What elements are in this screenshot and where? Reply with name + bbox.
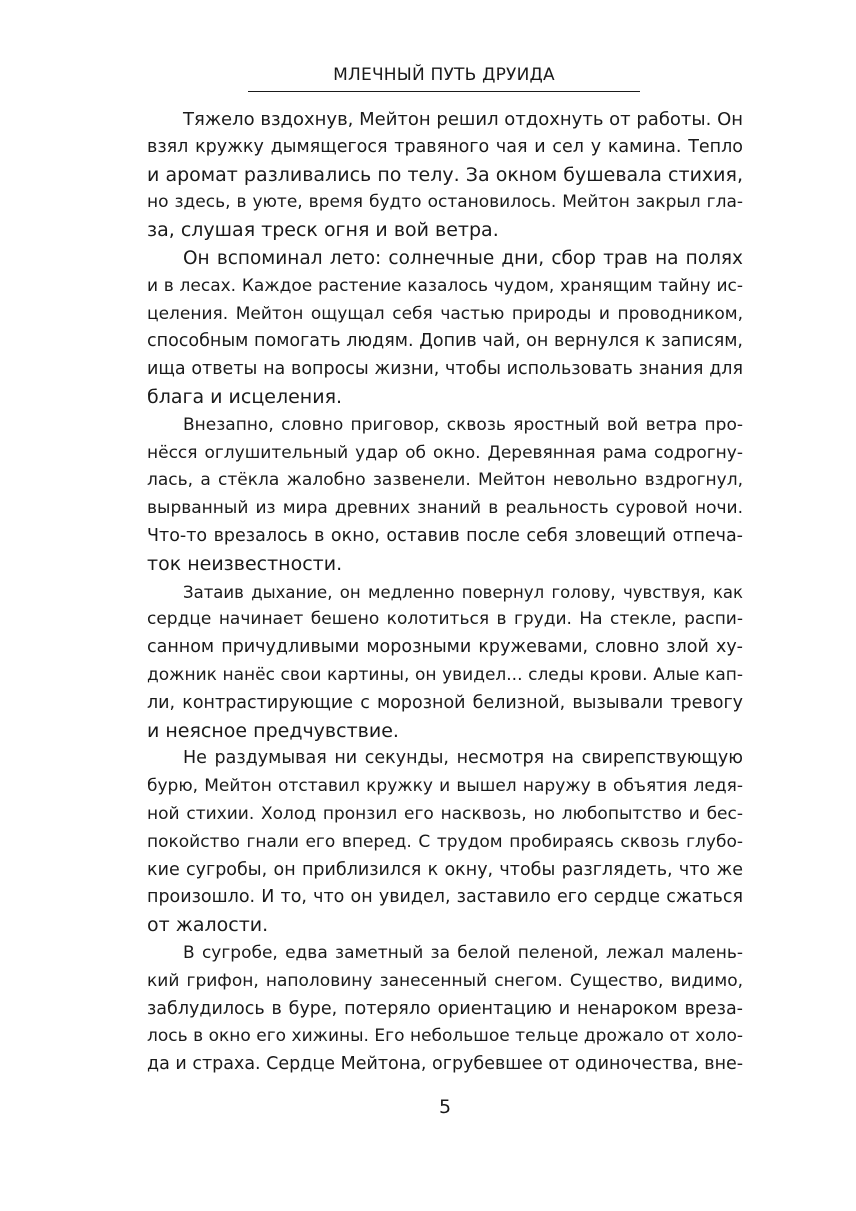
body-text xyxy=(147,106,743,1079)
text-line: от жалости. xyxy=(147,914,269,937)
text-line: ной стихии. Холод пронзил его насквозь, но любопытство и бес- xyxy=(147,803,743,824)
paragraph xyxy=(147,245,743,412)
text-line: но здесь, в уюте, время будто остановилось. Мейтон закрыл гла- xyxy=(147,192,743,213)
text-line: заблудилось в буре, потеряло ориентацию и ненароком вреза- xyxy=(147,998,743,1019)
text-line: целения. Мейтон ощущал себя частью природы и проводником, xyxy=(147,303,743,324)
page-number: 5 xyxy=(438,1096,452,1118)
text-line: ток неизвестности. xyxy=(147,552,343,575)
text-line: санном причудливыми морозными кружевами, словно злой ху- xyxy=(147,637,743,658)
text-line: Затаив дыхание, он медленно повернул голову, чувствуя, как xyxy=(183,582,743,602)
text-line: и в лесах. Каждое растение казалось чудом, хранящим тайну ис- xyxy=(147,275,743,296)
text-line: взял кружку дымящегося травяного чая и сел у камина. Тепло xyxy=(147,136,743,157)
text-line: В сугробе, едва заметный за белой пеленой, лежал малень- xyxy=(183,942,743,963)
paragraph xyxy=(147,940,743,1079)
text-line: покойство гнали его вперед. С трудом пробираясь сквозь глубо- xyxy=(147,831,743,852)
text-line: Что-то врезалось в окно, оставив после себя зловещий отпеча- xyxy=(147,525,743,546)
text-line: да и страха. Сердце Мейтона, огрубевшее от одиночества, вне- xyxy=(147,1054,743,1075)
text-line: бурю, Мейтон отставил кружку и вышел наружу в объятия ледя- xyxy=(147,776,743,797)
text-line: лось в окно его хижины. Его небольшое тельце дрожало от холо- xyxy=(147,1026,743,1047)
text-line: за, слушая треск огня и вой ветра. xyxy=(147,219,499,242)
text-line: вырванный из мира древних знаний в реальность суровой ночи. xyxy=(147,498,743,519)
paragraph xyxy=(147,745,743,940)
text-line: ли, контрастирующие с морозной белизной, вызывали тревогу xyxy=(147,692,743,713)
text-line: нёсся оглушительный удар об окно. Деревянная рама содрогну- xyxy=(147,442,743,463)
text-line: сердце начинает бешено колотиться в груди. На стекле, распи- xyxy=(147,609,743,630)
text-line: лась, а стёкла жалобно зазвенели. Мейтон невольно вздрогнул, xyxy=(147,470,743,491)
text-line: и аромат разливались по телу. За окном бушевала стихия, xyxy=(147,163,743,186)
paragraph xyxy=(147,579,743,746)
text-line: Тяжело вздохнув, Мейтон решил отдохнуть от работы. Он xyxy=(183,109,743,130)
text-line: и неясное предчувствие. xyxy=(147,719,399,742)
text-line: произошло. И то, что он увидел, заставило его сердце сжаться xyxy=(147,887,743,908)
paragraph xyxy=(147,412,743,579)
text-line: способным помогать людям. Допив чай, он вернулся к записям, xyxy=(147,331,743,352)
text-line: блага и исцеления. xyxy=(147,385,343,408)
text-line: кий грифон, наполовину занесенный снегом. Существо, видимо, xyxy=(147,970,743,991)
text-line: ища ответы на вопросы жизни, чтобы использовать знания для xyxy=(147,359,743,380)
text-line: дожник нанёс свои картины, он увидел... следы крови. Алые кап- xyxy=(147,664,743,685)
running-head: МЛЕЧНЫЙ ПУТЬ ДРУИДА xyxy=(333,65,555,85)
paragraph xyxy=(147,106,743,245)
text-line: Внезапно, словно приговор, сквозь яростный вой ветра про- xyxy=(183,414,743,435)
text-line: Он вспоминал лето: солнечные дни, сбор трав на полях xyxy=(183,247,743,269)
text-line: Не раздумывая ни секунды, несмотря на свирепствующую xyxy=(183,748,743,769)
header-rule xyxy=(248,91,640,92)
text-line: кие сугробы, он приблизился к окну, чтобы разглядеть, что же xyxy=(147,859,743,880)
